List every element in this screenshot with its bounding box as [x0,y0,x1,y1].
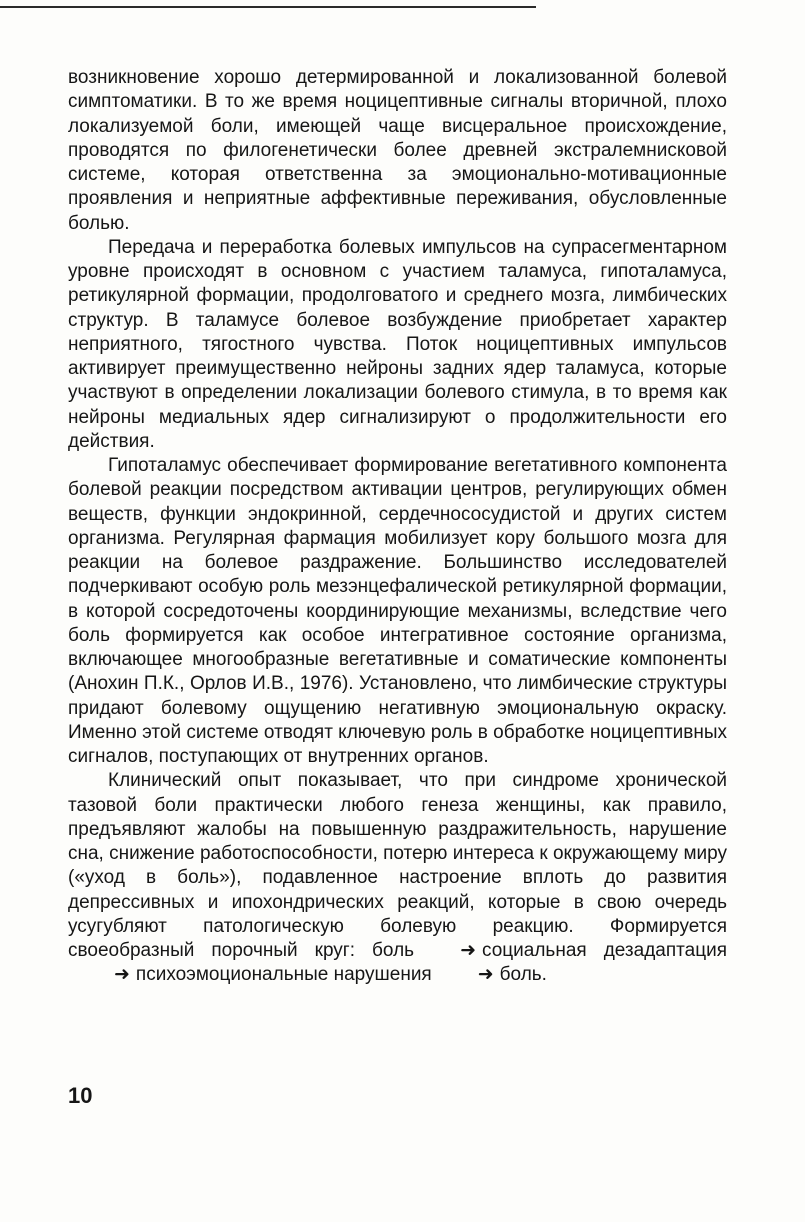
page-number: 10 [68,1083,93,1108]
paragraph-3: Гипоталамус обеспечивает формирование вегетативного компонента болевой реакции посредством активации центров, регулирующих обмен веществ, функции эндокринной, сердечнососудистой и других систем организма. Регулярная фармация мобилизует кору большого мозга для реакции на болевое раздражение. Большинство исследователей подчеркивают особую роль мезэнцефалической ретикулярной формации, в которой сосредоточены координирующие механизмы, вследствие чего боль формируется как особое интегративное состояние организма, включающее многообразные вегетативные и соматические компоненты (Анохин П.К., Орлов И.В., 1976). Установлено, что лимбические структуры придают болевому ощущению негативную эмоциональную окраску. Именно этой системе отводят ключевую роль в обработке ноцицептивных сигналов, поступающих от внутренних органов. [68,455,727,767]
paragraph-4-text: Клинический опыт показывает, что при синдроме хронической тазовой боли практически любого генеза женщины, как правило, предъявляют жалобы на повышенную раздражительность, нарушение сна, снижение работоспособности, потерю интереса к окружающему миру («уход в боль»), подавленное настроение вплоть до развития депрессивных и ипохондрических реакций, которые в свою очередь усугубляют патологическую болевую реакцию. Формируется своеобразный порочный круг: [68,770,727,961]
paragraph-1: возникновение хорошо детермированной и локализованной болевой симптоматики. В то же время ноцицептивные сигналы вторичной, плохо локализуемой боли, имеющей чаще висцеральное происхождение, проводятся по филогенетически более древней экстралемнисковой системе, которая ответственна за эмоционально-мотивационные проявления и неприятные аффективные переживания, обусловленные болью. [68,67,727,234]
page-body [68,66,727,988]
cycle-step-social-maladaptation: социальная дезадаптация [482,940,727,961]
cycle-step-pain-end: боль. [499,964,547,986]
paragraph-2: Передача и переработка болевых импульсов на супрасегментарном уровне происходят в основном с участием таламуса, гипоталамуса, ретикулярной формации, продолговатого и среднего мозга, лимбических структур. В таламусе болевое возбуждение приобретает характер неприятного, тягостного чувства. Поток ноцицептивных импульсов активирует преимущественно нейроны задних ядер таламуса, которые участвуют в определении локализации болевого стимула, в то время как нейроны медиальных ядер сигнализируют о продолжительности его действия. [68,236,727,452]
top-rule [0,6,536,8]
cycle-step-psychoemotional-disorders: психоэмоциональные нарушения [135,964,432,986]
arrow-right-icon: ➜ [114,964,130,986]
cycle-step-pain: боль [372,940,415,961]
arrow-right-icon: ➜ [460,940,476,961]
paragraph-4 [68,769,727,987]
arrow-right-icon: ➜ [477,964,494,986]
